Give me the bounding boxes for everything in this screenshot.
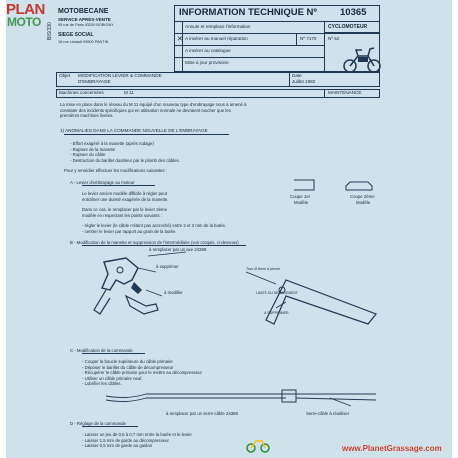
label-reuse-clamp: Serre-câble à réutiliser [306, 411, 350, 416]
ref-2: Nº 52 [328, 36, 340, 41]
anomaly-1: - Effort exagéré à la manette (après rodage) [70, 141, 154, 146]
part-a-text-6: - centrer le levier par rapport au grain de la butée. [82, 228, 177, 234]
anomaly-3: - Rupture du câble [70, 152, 106, 157]
part-c-step-3: - Récupérer le câble primaire pour le mettre au décompresseur [82, 370, 202, 375]
company-address-1: 95 rue de Paris 93200 BOBIGNY [58, 23, 114, 27]
intro-line-1: La mise en place dans le réseau du M 11 équipé d'un nouveau type d'embrayage nous a amené à [60, 102, 247, 107]
company-name: MOTOBECANE [58, 8, 109, 15]
label-modify: à modifier [164, 290, 183, 295]
company-service: SERVICE APRES-VENTE [58, 17, 111, 22]
object-line-2: D'EMBRAYAGE [78, 79, 111, 84]
check-line-4: Mise à jour provisoire [185, 60, 229, 65]
check-line-2: A insérer au manuel réparation [185, 36, 248, 41]
company-block [56, 5, 176, 67]
watermark-url: www.PlanetGrassage.com [342, 444, 442, 453]
part-a-text-5: - régler le levier (le câble n'étant pas accroché) entre 2 et 3 mm de la butée. [82, 223, 227, 228]
date-value: Juillet 1982 [292, 79, 316, 84]
part-d-step-3: - Laisser 0,5 mm de garde au guidon [82, 443, 153, 448]
label-remove-2: A SUPPRIMER [264, 311, 289, 315]
object-line-1: MODIFICATION LEVIER & COMMANDE [78, 73, 162, 78]
anomaly-2: - Rupture de la manette [70, 146, 116, 152]
cable-diagram [86, 386, 386, 414]
moped-icon [342, 44, 382, 74]
category-label: CYCLOMOTEUR [328, 24, 368, 30]
part-c-step-1: - Couper la boucle supérieure du câble primaire [82, 359, 173, 364]
part-d-title: D - Réglage de la commande [70, 421, 126, 426]
check-line-1: Annule et remplace l'information [185, 24, 251, 29]
part-c-title: C - Modification de la commande [70, 348, 133, 353]
part-c-step-5: - Lubrifier les câbles. [82, 381, 122, 386]
check-mark-icon: ✕ [177, 36, 183, 43]
header-title: INFORMATION TECHNIQUE Nº [179, 7, 317, 18]
company-address-2: 16 rue Lesault 93500 PANTIN [58, 40, 109, 44]
header-number: 10365 [340, 7, 367, 18]
machines-value: M 11 [124, 90, 134, 95]
caption-cut-1a: Coupe 1er [290, 194, 311, 199]
part-a-text-3: Dans ce cas, le remplacer par le levier 2ème [82, 207, 168, 212]
intro-line-3: premières machines livrées. [60, 113, 114, 118]
part-a-title: A - Levier d'embrayage au moteur [70, 180, 135, 185]
side-code: BIS/330 [47, 22, 53, 40]
part-d-step-2: - Laisser 1,5 mm de garde au décompresseur [82, 437, 169, 443]
anomaly-4: - Destruction du barillet doubleur par le plomb des câbles. [70, 157, 180, 163]
part-a-text-1: Le levier ancien modèle difficile à régler peut [82, 191, 167, 196]
label-limit: LIMITE DU DEGAGEMENT [256, 291, 298, 295]
part-b-title: B - Modification de la manette et suppression de l'intermédiaire (voir croquis, ci-dessous) [70, 240, 239, 245]
watermark-logo-top-2: MOTO [7, 15, 41, 29]
watermark-moto-icon [246, 436, 270, 454]
part-d-step-1: - Laisser un jeu de 0,5 à 0,7 mm entre la butée et le levier [82, 432, 192, 437]
part-a-text-2: entraîner une dureté exagérée de la manette. [82, 196, 169, 202]
company-siege-label: SIEGE SOCIAL [58, 32, 94, 38]
check-line-3: A insérer au catalogue [185, 48, 231, 53]
part-c-step-2: - Déposer le barillet du câble de décompresseur [82, 364, 174, 370]
section-1-title: 1) ANOMALIES DANS LA COMMANDE NOUVELLE DE L'EMBRAYAGE [60, 128, 208, 133]
intro-line-2: constater des incidents spécifiques qui en utilisation normale ne devraient toucher que les [60, 107, 231, 113]
caption-cut-1b: Modèle [294, 200, 309, 205]
watermark-logo-top: PLAN [6, 1, 45, 18]
label-hole: Trou Ø 8mm à percer [246, 267, 281, 271]
machines-label: Machines concernées [59, 90, 104, 95]
object-label: Objet [59, 73, 70, 78]
label-replace-axis: à remplacer par un axe 24388 [149, 247, 207, 252]
part-a-text-4: modèle en respectant les points suivants : [82, 212, 163, 218]
label-remove: à supprimer [156, 264, 179, 269]
document-page [6, 0, 452, 458]
caption-cut-2a: Coupe 2ème [350, 194, 375, 199]
ref-1: Nº 7170 [300, 36, 317, 41]
label-cable-clamp: à remplacer par un serre-câble 24389 [166, 411, 238, 416]
part-c-step-4: - Utiliser un câble primaire neuf. [82, 375, 143, 381]
date-label: Date [292, 73, 302, 78]
caption-cut-2b: Modèle [356, 200, 371, 205]
maintenance-label: MAINTENANCE [328, 90, 362, 95]
remedy-text: Pour y remédier effectuer les modifications suivantes : [64, 168, 168, 173]
